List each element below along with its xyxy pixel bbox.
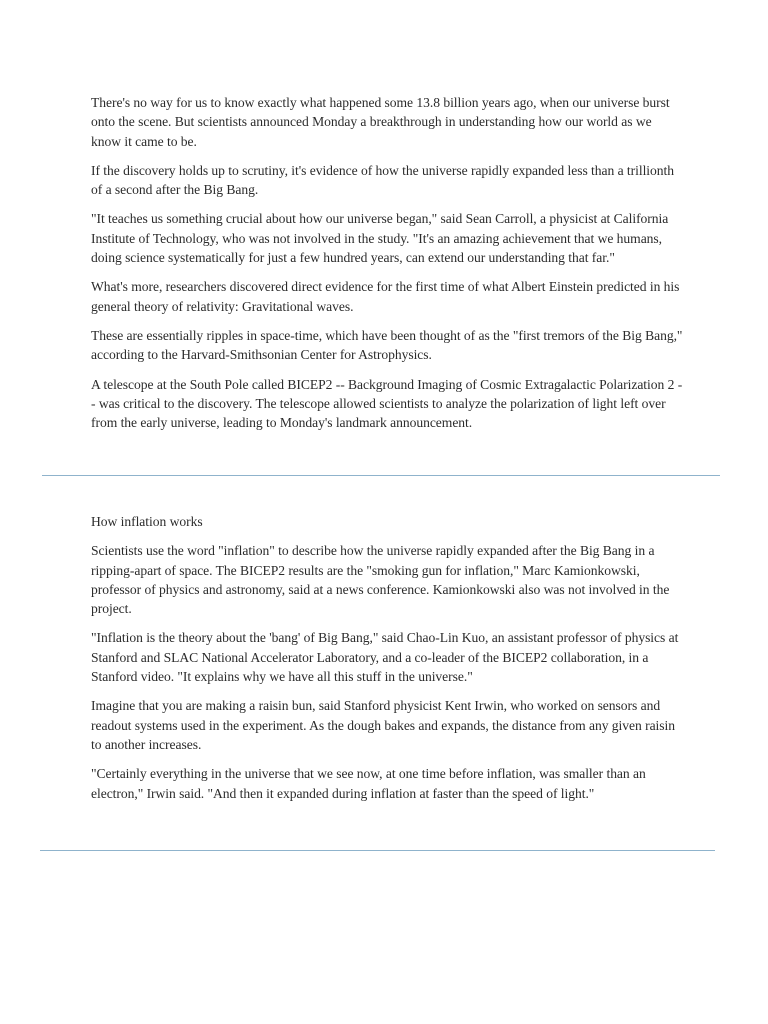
paragraph-scrutiny: If the discovery holds up to scrutiny, it's evidence of how the universe rapidly expanded less than a trillionth of a second after the Big Bang. — [91, 162, 675, 198]
paragraph-ripples: These are essentially ripples in space-time, which have been thought of as the "first tremors of the Big Bang," according to the Harvard-Smithsonian Center for Astrophysics. — [91, 327, 683, 363]
paragraph-kuo-quote: "Inflation is the theory about the 'bang' of Big Bang," said Chao-Lin Kuo, an assistant professor of physics at Stanford and SLAC National Accelerator Laboratory, and a co-leader of the BICEP2 collaboration, in a Stanford video. "It explains why we have all this stuff in the universe." — [91, 630, 679, 685]
article-section-intro — [91, 93, 683, 442]
paragraph-gravitational-waves: What's more, researchers discovered direct evidence for the first time of what Albert Einstein predicted in his general theory of relativity: Gravitational waves. — [91, 279, 680, 314]
section-divider-top — [42, 475, 720, 476]
paragraph-irwin-quote: "Certainly everything in the universe that we see now, at one time before inflation, was smaller than an electron," Irwin said. "And then it expanded during inflation at faster than the speed of light." — [91, 766, 646, 801]
paragraph-bicep2: A telescope at the South Pole called BICEP2 -- Background Imaging of Cosmic Extragalactic Polarization 2 -- was critical to the discovery. The telescope allowed scientists to analyze the polarization of light left over from the early universe, leading to Monday's landmark announcement. — [91, 376, 683, 431]
paragraph-carroll-quote: "It teaches us something crucial about how our universe began," said Sean Carroll, a physicist at California Institute of Technology, who was not involved in the study. "It's an amazing achievement that we humans, doing science systematically for just a few hundred years, can extend our understanding that far." — [91, 211, 669, 266]
paragraph-inflation-definition: Scientists use the word "inflation" to describe how the universe rapidly expanded after the Big Bang in a ripping-apart of space. The BICEP2 results are the "smoking gun for inflation," Marc Kamionkowski, professor of physics and astronomy, said at a news conference. Kamionkowski also was not involved in the project. — [91, 543, 670, 617]
section-divider-bottom — [40, 850, 715, 851]
paragraph-intro: There's no way for us to know exactly what happened some 13.8 billion years ago, when our universe burst onto the scene. But scientists announced Monday a breakthrough in understanding how our world as we know it came to be. — [91, 95, 670, 149]
section-heading: How inflation works — [91, 514, 203, 529]
paragraph-raisin-bun: Imagine that you are making a raisin bun, said Stanford physicist Kent Irwin, who worked on sensors and readout systems used in the experiment. As the dough bakes and expands, the distance from any given raisin to another increases. — [91, 698, 675, 752]
article-section-inflation — [91, 512, 683, 813]
